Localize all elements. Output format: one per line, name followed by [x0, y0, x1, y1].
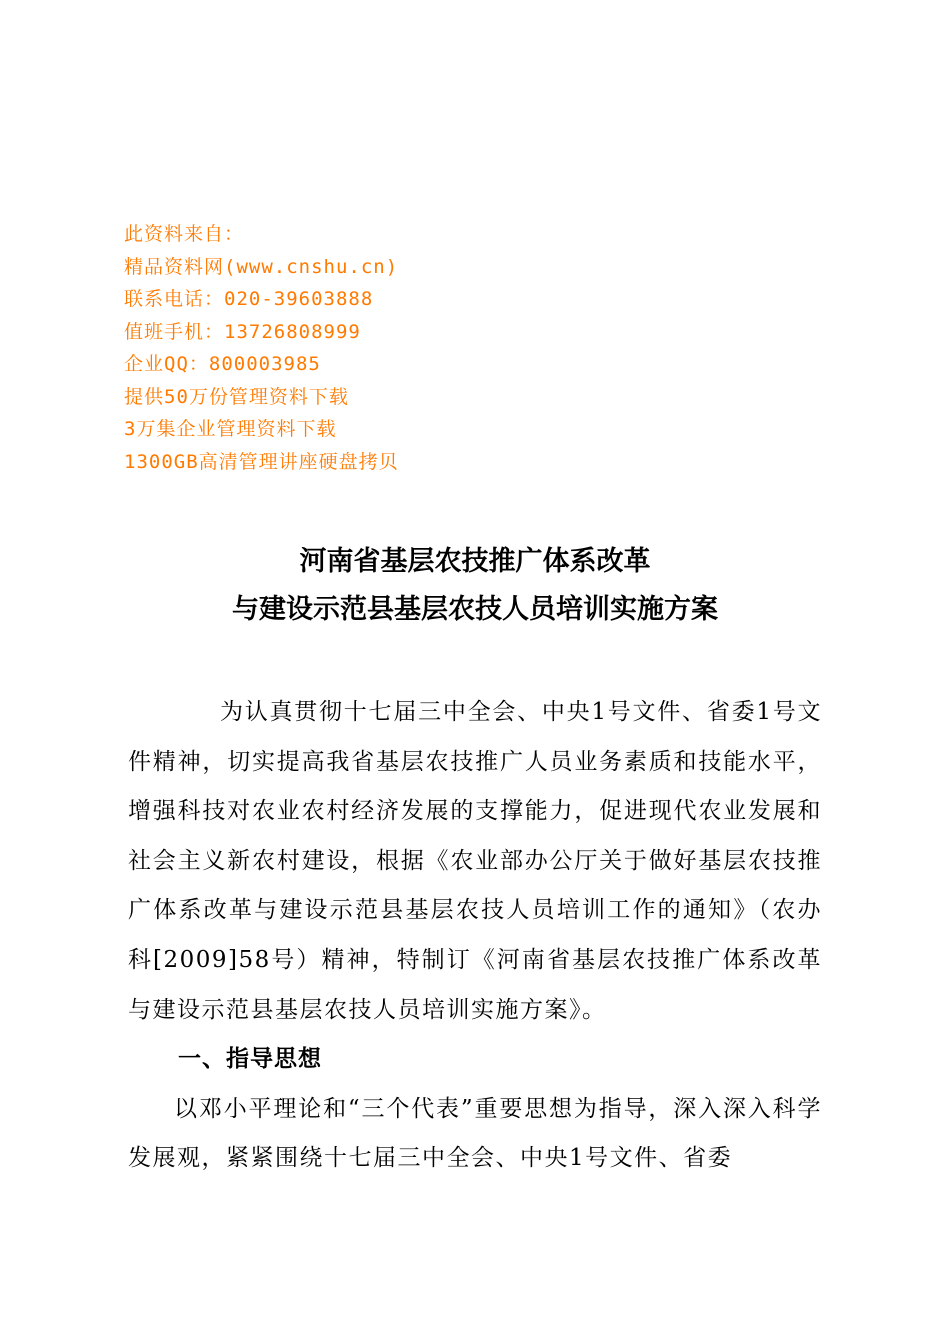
section-paragraph-guiding-thought: 以邓小平理论和“三个代表”重要思想为指导，深入深入科学发展观，紧紧围绕十七届三中全会、中央1号文件、省委	[128, 1095, 822, 1172]
intro-paragraph: 为认真贯彻十七届三中全会、中央1号文件、省委1号文件精神，切实提高我省基层农技推广人员业务素质和技能水平，增强科技对农业农村经济发展的支撑能力，促进现代农业发展和社会主义新农村建设，根据《农业部办公厅关于做好基层农技推广体系改革与建设示范县基层农技人员培训工作的通知》（农办科[2009]58号）精神，特制订《河南省基层农技推广体系改革与建设示范县基层农技人员培训实施方案》。	[128, 699, 822, 1023]
document-title-line-1: 河南省基层农技推广体系改革	[299, 546, 651, 577]
source-line-mobile: 值班手机：13726808999	[124, 320, 361, 343]
section-heading-guiding-thought: 一、指导思想	[178, 1046, 322, 1073]
source-line-phone: 联系电话：020-39603888	[124, 288, 374, 310]
source-line-qq: 企业QQ：800003985	[124, 353, 321, 375]
source-line-website: 精品资料网(www.cnshu.cn)	[124, 255, 399, 278]
document-title-line-2: 与建设示范县基层农技人员培训实施方案	[232, 594, 718, 625]
source-line-offer-3: 1300GB高清管理讲座硬盘拷贝	[124, 450, 399, 473]
source-line-offer-1: 提供50万份管理资料下载	[124, 385, 349, 408]
document-title	[0, 538, 950, 634]
document-body	[128, 688, 822, 1184]
source-info-block	[124, 218, 724, 478]
source-line-offer-2: 3万集企业管理资料下载	[124, 418, 337, 440]
source-line-intro: 此资料来自：	[124, 223, 245, 245]
